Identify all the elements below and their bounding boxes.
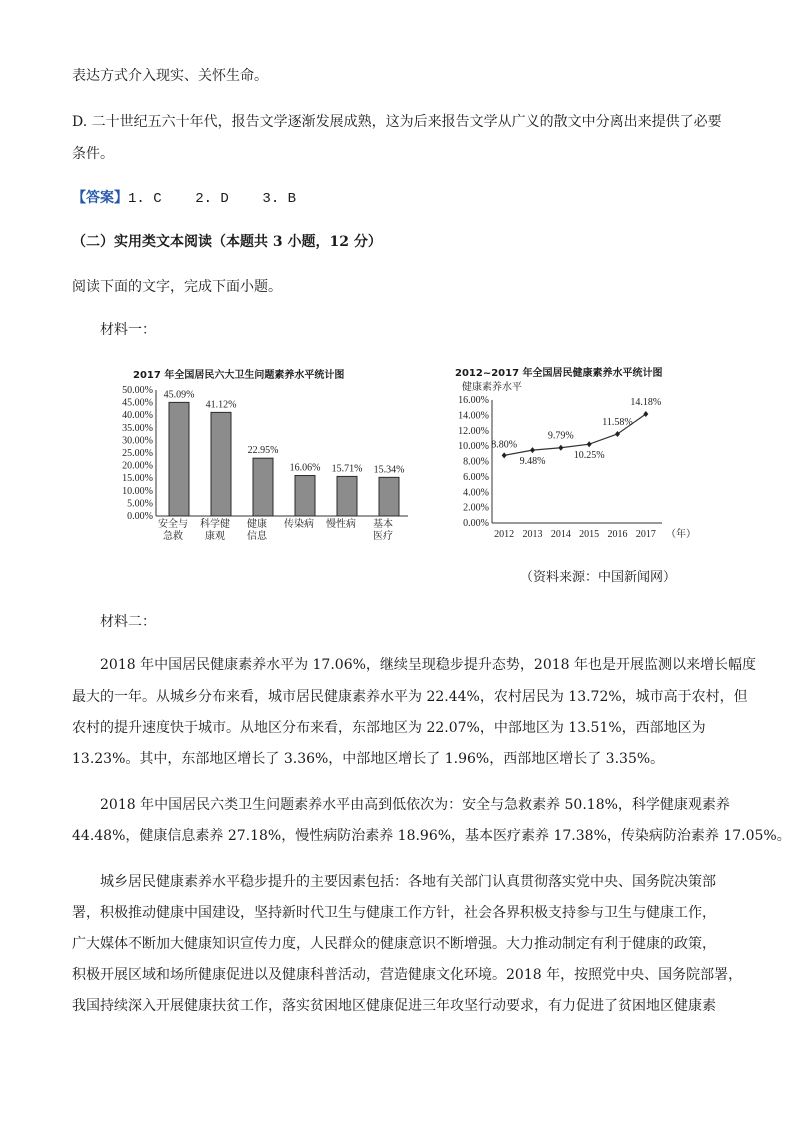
para1-line-3: 农村的提升速度快于城市。从地区分布来看，东部地区为 22.07%，中部地区为 13.51%，西部地区为 (72, 720, 706, 736)
line-y-tick-label: 2.00% (463, 502, 489, 514)
answer-text: 1. C 2. D 3. B (128, 191, 297, 207)
bar-data-label: 41.12% (205, 399, 237, 411)
bar-y-tick-label: 0.00% (127, 511, 153, 522)
bar-category-label: 急救 (163, 531, 183, 542)
line-chart (440, 376, 700, 546)
bar-y-tick-label: 15.00% (122, 473, 153, 485)
bar-mark (253, 458, 273, 516)
answer-tag: 【答案】 (72, 190, 128, 206)
line-y-tick-label: 4.00% (463, 487, 489, 499)
line-point (502, 452, 507, 458)
para3-line-5: 我国持续深入开展健康扶贫工作，落实贫困地区健康促进三年攻坚行动要求，有力促进了贫困地区健康素 (72, 998, 716, 1014)
bar-category-label: 信息 (247, 531, 267, 542)
para3-line-2: 署，积极推动健康中国建设，坚持新时代卫生与健康工作方针，社会各界积极支持参与卫生与健康工作， (72, 905, 716, 921)
bar-y-tick-label: 5.00% (127, 498, 153, 510)
bar-category-label: 医疗 (373, 531, 393, 542)
line-x-tick-label: 2013 (522, 529, 543, 540)
line-y-tick-label: 10.00% (458, 441, 489, 453)
line-chart-title: 2012~2017 年全国居民健康素养水平统计图 (455, 368, 663, 379)
source-note: （资料来源：中国新闻网） (520, 570, 677, 585)
bar-data-label: 15.34% (373, 464, 405, 476)
bar-y-tick-label: 45.00% (122, 397, 153, 409)
previous-text-tail: 表达方式介入现实、关怀生命。 (72, 68, 268, 84)
bar-chart (110, 378, 420, 548)
line-y-tick-label: 12.00% (458, 425, 489, 437)
para1-line-2: 最大的一年。从城乡分布来看，城市居民健康素养水平为 22.44%，农村居民为 13.72%，城市高于农村，但 (72, 689, 748, 705)
bar-data-label: 15.71% (331, 463, 363, 475)
para1-line-1: 2018 年中国居民健康素养水平为 17.06%，继续呈现稳步提升态势，2018 年也是开展监测以来增长幅度 (100, 657, 756, 673)
bar-y-tick-label: 30.00% (122, 435, 153, 447)
line-data-label: 14.18% (630, 396, 662, 408)
bar-data-label: 22.95% (247, 445, 279, 457)
bar-data-label: 45.09% (163, 389, 195, 401)
line-point (587, 441, 592, 447)
para2-line-2: 44.48%，健康信息素养 27.18%，慢性病防治素养 18.96%，基本医疗素养 17.38%，传染病防治素养 17.05%。 (72, 828, 791, 844)
line-data-label: 9.79% (547, 430, 574, 442)
bar-category-label: 基本 (373, 519, 393, 530)
bar-mark (379, 477, 399, 516)
bar-y-tick-label: 35.00% (122, 422, 153, 434)
line-y-tick-label: 0.00% (463, 518, 489, 529)
line-point (558, 445, 563, 451)
line-x-tick-label: 2017 (635, 529, 656, 540)
material-1-label: 材料一： (100, 322, 156, 338)
bar-category-label: 科学健 (200, 519, 230, 530)
line-data-label: 8.80% (491, 439, 518, 451)
line-y-tick-label: 6.00% (463, 471, 489, 483)
para3-line-3: 广大媒体不断加大健康知识宣传力度，人民群众的健康意识不断增强。大力推动制定有利于健康的政策， (72, 936, 716, 952)
bar-mark (295, 476, 315, 516)
line-x-tick-label: 2012 (494, 529, 515, 540)
option-d-line-1: D. 二十世纪五六十年代，报告文学逐渐发展成熟，这为后来报告文学从广义的散文中分离出来提供了必要 (72, 114, 722, 130)
bar-y-tick-label: 20.00% (122, 460, 153, 472)
bar-y-tick-label: 40.00% (122, 410, 153, 422)
bar-data-label: 16.06% (289, 462, 321, 474)
answer-line (72, 188, 296, 209)
bar-mark (211, 412, 231, 516)
bar-category-label: 安全与 (158, 519, 188, 530)
bar-y-tick-label: 25.00% (122, 448, 153, 459)
line-y-tick-label: 14.00% (458, 410, 489, 422)
line-point (615, 431, 620, 437)
bar-category-label: 慢性病 (326, 519, 356, 530)
line-data-label: 10.25% (573, 450, 605, 462)
line-data-label: 11.58% (602, 416, 633, 428)
bar-category-label: 健康 (247, 519, 267, 530)
section-title: （二）实用类文本阅读（本题共 3 小题，12 分） (72, 234, 382, 250)
bar-y-tick-label: 50.00% (122, 385, 153, 396)
para2-line-1: 2018 年中国居民六类卫生问题素养水平由高到低依次为：安全与急救素养 50.18%，科学健康观素养 (100, 797, 730, 813)
bar-chart-title: 2017 年全国居民六大卫生问题素养水平统计图 (133, 370, 345, 381)
line-point (530, 447, 535, 453)
para3-line-1: 城乡居民健康素养水平稳步提升的主要因素包括：各地有关部门认真贯彻落实党中央、国务院决策部 (100, 874, 716, 890)
line-x-tick-label: 2015 (579, 529, 600, 540)
line-x-tick-label: 2014 (550, 529, 571, 540)
option-d-line-2: 条件。 (72, 146, 114, 162)
line-y-axis-title: 健康素养水平 (462, 382, 522, 393)
line-y-tick-label: 8.00% (463, 456, 489, 468)
line-x-tick-label: 2016 (607, 529, 628, 540)
line-x-axis-unit: （年） (666, 529, 696, 540)
bar-category-label: 康观 (205, 531, 225, 542)
line-data-label: 9.48% (519, 456, 546, 468)
bar-mark (337, 476, 357, 516)
bar-category-label: 传染病 (284, 519, 314, 530)
line-y-tick-label: 16.00% (458, 395, 489, 406)
para3-line-4: 积极开展区域和场所健康促进以及健康科普活动，营造健康文化环境。2018 年，按照党中央、国务院部署， (72, 967, 743, 983)
material-2-label: 材料二： (100, 614, 156, 630)
bar-y-tick-label: 10.00% (122, 485, 153, 497)
line-point (643, 411, 648, 417)
instruction: 阅读下面的文字，完成下面小题。 (72, 279, 282, 295)
bar-mark (169, 402, 189, 516)
para1-line-4: 13.23%。其中，东部地区增长了 3.36%，中部地区增长了 1.96%，西部地区增长了 3.35%。 (72, 751, 665, 767)
